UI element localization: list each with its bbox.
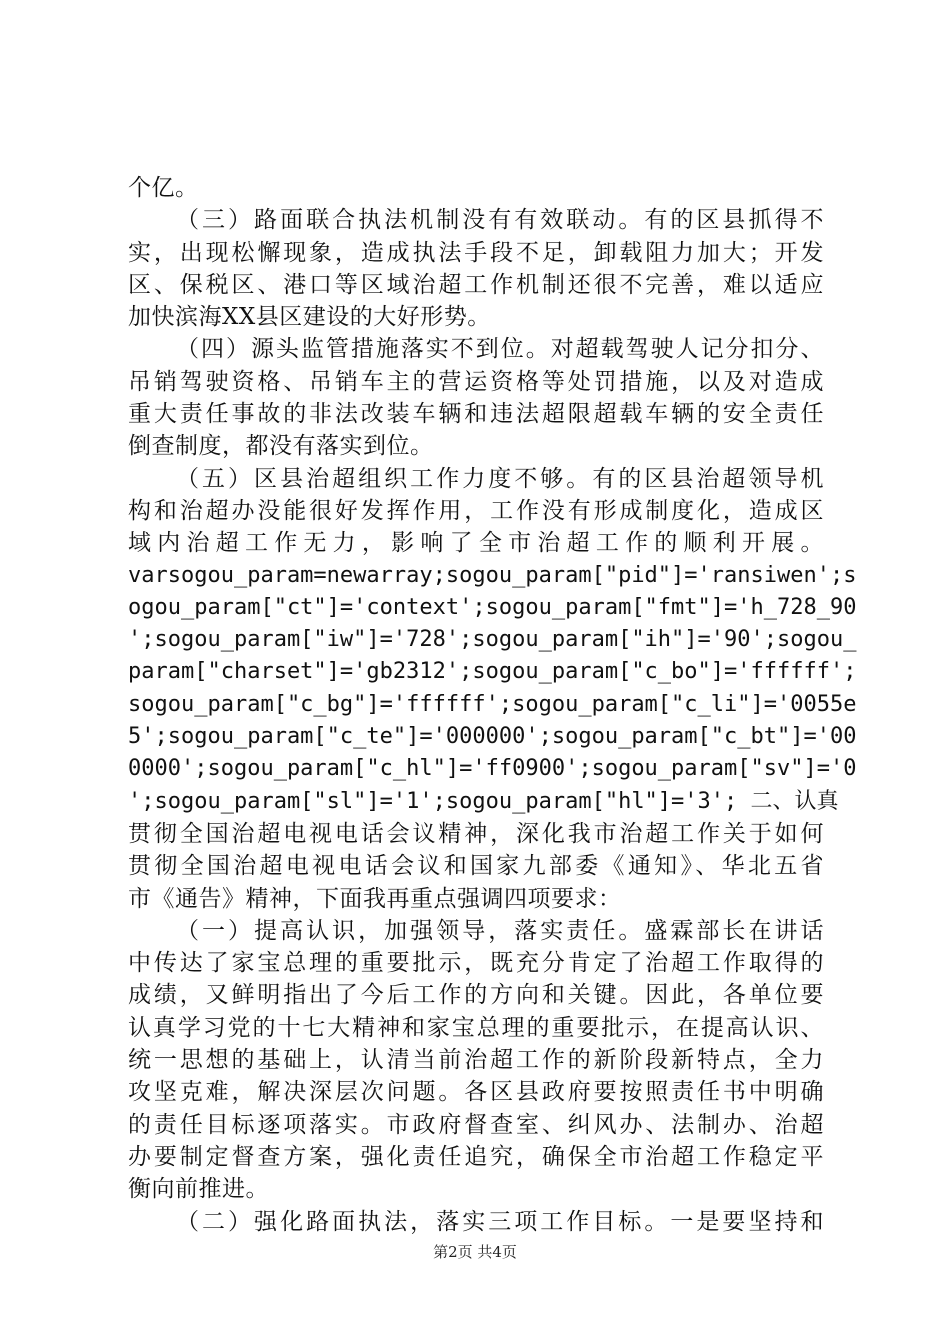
paragraph-start-line: （二）强化路面执法，落实三项工作目标。一是要坚持和 [176,1208,824,1235]
text-line: 统一思想的基础上，认清当前治超工作的新阶段新特点，全力 [128,1047,824,1074]
text-line: 构和治超办没能很好发挥作用，工作没有形成制度化，造成区 [128,497,824,524]
document-body [128,172,857,1238]
script-text-line: param["charset"]='gb2312';sogou_param["c_bo"]='ffffff'; [128,659,857,685]
paragraph-start-line: （四）源头监管措施落实不到位。对超载驾驶人记分扣分、 [176,336,824,363]
text-line: 贯彻全国治超电视电话会议和国家九部委《通知》、华北五省 [128,853,824,880]
text-line: 贯彻全国治超电视电话会议精神，深化我市治超工作关于如何 [128,820,824,847]
text-line: 的责任目标逐项落实。市政府督查室、纠风办、法制办、治超 [128,1111,824,1138]
text-line: 认真学习党的十七大精神和家宝总理的重要批示，在提高认识、 [128,1014,824,1041]
text-line: 市《通告》精神，下面我再重点强调四项要求： [128,885,622,912]
text-line: 个亿。 [128,175,199,201]
script-text-line: ogou_param["ct"]='context';sogou_param["fmt"]='h_728_90 [128,594,857,620]
paragraph-start-line: （三）路面联合执法机制没有有效联动。有的区县抓得不 [176,207,824,234]
page-number-footer: 第2页 共4页 [433,1243,517,1261]
text-line: 吊销驾驶资格、吊销车主的营运资格等处罚措施，以及对造成 [128,368,824,395]
script-text-line: ';sogou_param["iw"]='728';sogou_param["ih"]='90';sogou_ [128,627,857,653]
script-text-line: 5';sogou_param["c_te"]='000000';sogou_param["c_bt"]='00 [128,724,857,750]
paragraph-start-line: （五）区县治超组织工作力度不够。有的区县治超领导机 [176,465,824,492]
text-line: 区、保税区、港口等区域治超工作机制还很不完善，难以适应 [128,271,824,298]
text-line: 攻坚克难，解决深层次问题。各区县政府要按照责任书中明确 [128,1079,824,1106]
text-line: 域内治超工作无力，影响了全市治超工作的顺利开展。 [128,530,824,557]
text-line: 重大责任事故的非法改装车辆和违法超限超载车辆的安全责任 [128,401,824,428]
text-line: 加快滨海XX县区建设的大好形势。 [128,304,491,331]
text-line: 办要制定督查方案，强化责任追究，确保全市治超工作稳定平 [128,1143,824,1170]
text-line: 倒查制度，都没有落实到位。 [128,433,434,460]
text-line: 成绩，又鲜明指出了今后工作的方向和关键。因此，各单位要 [128,982,824,1009]
paragraph-start-line: （一）提高认识，加强领导，落实责任。盛霖部长在讲话 [176,917,824,944]
text-line: 衡向前推进。 [128,1176,269,1203]
script-text-line: ';sogou_param["sl"]='1';sogou_param["hl"]='3'; 二、认真 [128,788,839,814]
text-line: 中传达了家宝总理的重要批示，既充分肯定了治超工作取得的 [128,950,824,977]
script-text-line: sogou_param["c_bg"]='ffffff';sogou_param["c_li"]='0055e [128,691,857,717]
text-line: 实，出现松懈现象，造成执法手段不足，卸载阻力加大；开发 [128,239,824,266]
script-text-line: varsogou_param=newarray;sogou_param["pid"]='ransiwen';s [128,562,857,588]
script-text-line: 0000';sogou_param["c_hl"]='ff0900';sogou_param["sv"]='0 [128,756,857,782]
